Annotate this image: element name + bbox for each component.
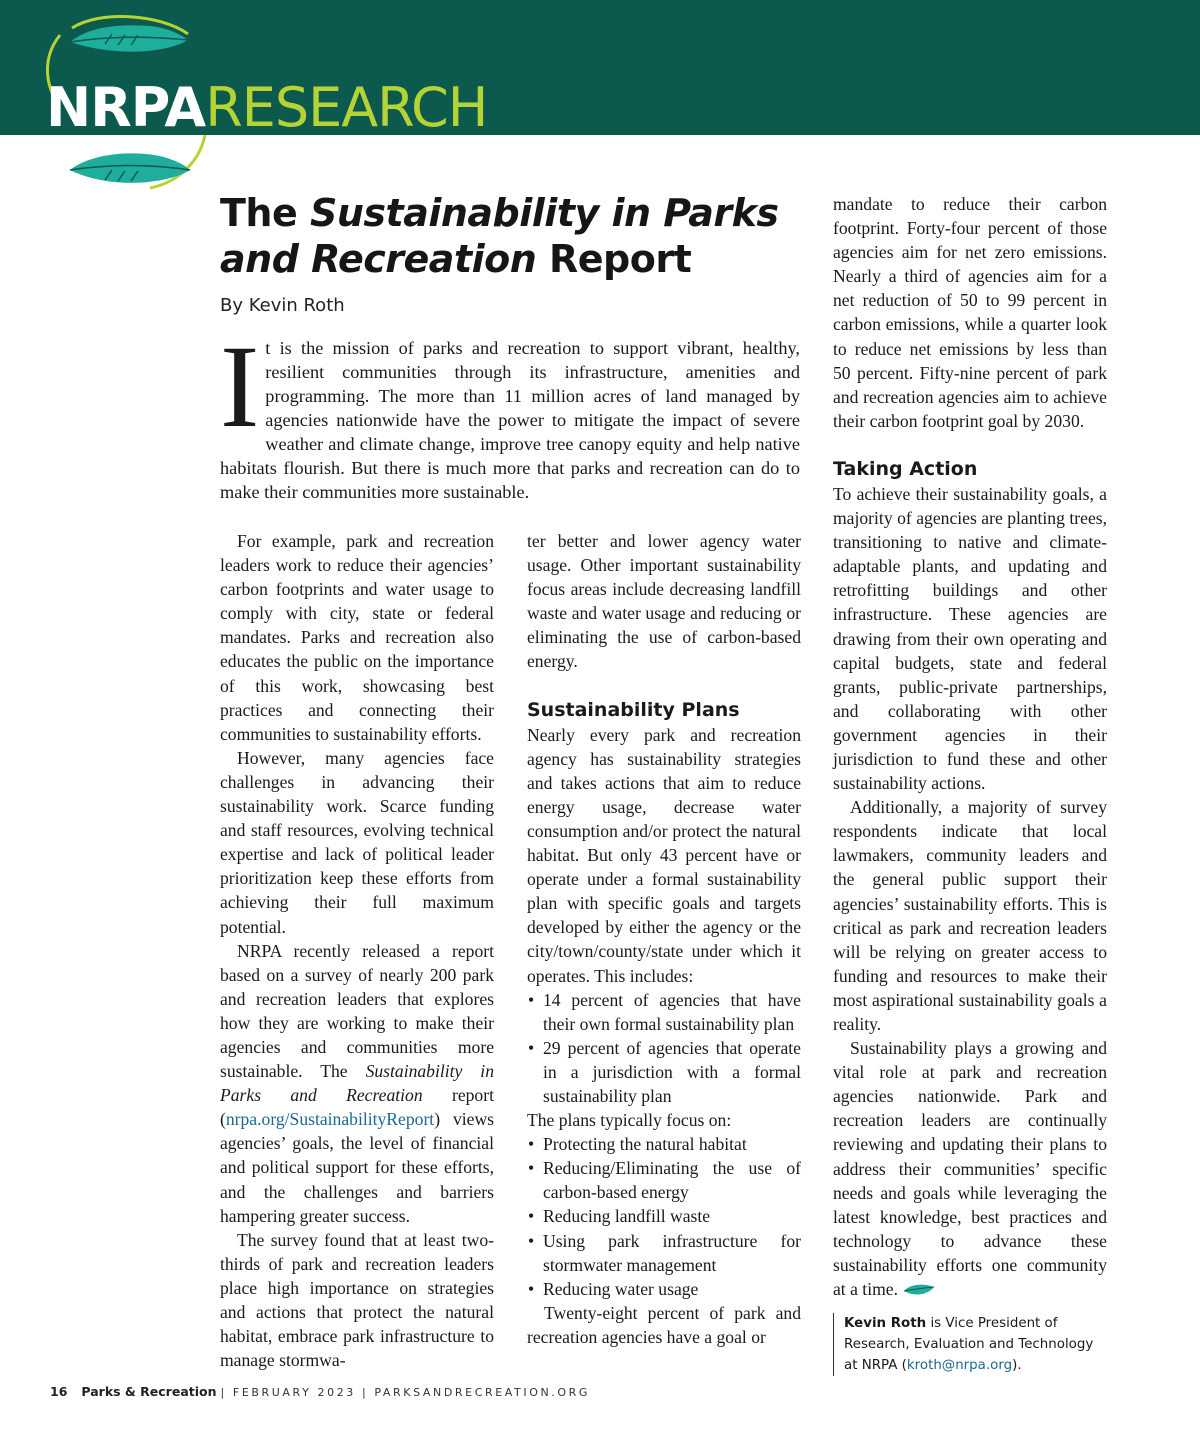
- byline: By Kevin Roth: [220, 295, 345, 316]
- title-italic: Sustainability in Parks and Recreation: [220, 191, 779, 281]
- paragraph: For example, park and recreation leaders work to reduce their agencies’ carbon footprints and water usage to comply with city, state or federal mandates. Parks and recreation also educates the public on the importance of this work, showcasing best practices and connecting their communities to sustainability efforts.: [220, 531, 494, 744]
- paragraph: Nearly every park and recreation agency has sustainability strategies and takes actions that aim to reduce energy usage, decrease water consumption and/or protect the natural habitat. But only 43 percent have or operate under a formal sustainability plan with specific goals and targets developed by either the agency or the city/town/county/state under which it operates. This includes:: [527, 724, 801, 986]
- paragraph: ter better and lower agency water usage. Other important sustainability focus areas include decreasing landfill waste and water usage and reducing or eliminating the use of carbon-based energy.: [527, 531, 801, 672]
- text-span: NRPA recently released a report based on a survey of nearly 200 park and recreation leaders that explores how they are working to make their agencies and communities more sustainable. The: [220, 940, 494, 1082]
- magazine-name: Parks & Recreation: [81, 1384, 217, 1399]
- text-span: Sustainability plays a growing and vital role at park and recreation agencies nationwide. Park and recreation leaders are continually reviewing and updating their plans to address their communities’ specific needs and goals while leveraging the latest knowledge, best practices and technology to advance these sustainability efforts one community at a time.: [833, 1038, 1107, 1300]
- list-item: • Reducing water usage: [527, 1277, 801, 1301]
- title-post: Report: [536, 237, 692, 281]
- issue-info: | FEBRUARY 2023 | PARKSANDRECREATION.ORG: [220, 1386, 591, 1399]
- section-heading-taking-action: Taking Action: [833, 457, 978, 480]
- title-pre: The: [220, 191, 310, 235]
- paragraph: mandate to reduce their carbon footprint. Forty-four percent of those agencies aim for net zero emissions. Nearly a third of agencies aim for a net reduction of 50 to 99 percent in carbon emissions, while a quarter look to reduce net emissions by less than 50 percent. Fifty-nine percent of park and recreation agencies aim to achieve their carbon footprint goal by 2030.: [833, 194, 1107, 431]
- paragraph: The survey found that at least two-thirds of park and recreation leaders place high importance on strategies and actions that protect the natural habitat, embrace park infrastructure to manage stormwa-: [220, 1229, 494, 1371]
- report-link[interactable]: nrpa.org/SustainabilityReport: [225, 1109, 435, 1130]
- brand-light: RESEARCH: [205, 76, 488, 139]
- list-item: • 29 percent of agencies that operate in a jurisdiction with a formal sustainability plan: [527, 1036, 801, 1108]
- drop-cap: I: [220, 321, 260, 452]
- text-span: report (: [220, 1085, 494, 1130]
- paragraph: The plans typically focus on:: [527, 1110, 732, 1131]
- paragraph: However, many agencies face challenges in advancing their sustainability work. Scarce funding and staff resources, evolving technical expertise and lack of political leader prioritization keep these efforts from achieving their full maximum potential.: [220, 747, 494, 937]
- page-number: 16: [50, 1384, 68, 1399]
- brand-bold: NRPA: [46, 76, 206, 139]
- list-item: • 14 percent of agencies that have their own formal sustainability plan: [527, 988, 801, 1036]
- bullet-list: [527, 988, 801, 1108]
- paragraph: Additionally, a majority of survey respondents indicate that local lawmakers, community leaders and the general public support their agencies’ sustainability efforts. This is critical as park and recreation leaders will be relying on greater access to funding and resources to make their most aspirational sustainability goals a reality.: [833, 797, 1107, 1034]
- bio-text: is Vice President of Research, Evaluation and Technology at NRPA (: [844, 1316, 1094, 1374]
- page-footer: [50, 1384, 590, 1399]
- list-item: • Protecting the natural habitat: [527, 1132, 801, 1156]
- list-item: • Reducing/Eliminating the use of carbon-based energy: [527, 1156, 801, 1204]
- intro-paragraph: [220, 321, 800, 504]
- paragraph: Twenty-eight percent of park and recreation agencies have a goal or: [527, 1302, 801, 1347]
- intro-text: t is the mission of parks and recreation to support vibrant, healthy, resilient communities through its infrastructure, amenities and programming. The more than 11 million acres of land managed by agencies nationwide have the power to mitigate the impact of severe weather and climate change, improve tree canopy equity and help native habitats flourish. But there is much more that parks and recreation can do to make their communities more sustainable.: [220, 338, 800, 502]
- article-title: [220, 190, 800, 282]
- leaf-end-icon: [902, 1283, 936, 1297]
- bullet-list: [527, 1132, 801, 1301]
- nrpa-research-logo: [46, 78, 487, 138]
- author-bio: [833, 1313, 1107, 1376]
- text-span: ) views agencies’ goals, the level of financial and political support for these efforts, and the challenges and barriers hampering greater success.: [220, 1109, 494, 1226]
- paragraph: To achieve their sustainability goals, a majority of agencies are planting trees, transitioning to native and climate-adaptable plants, and updating and retrofitting buildings and other infrastructure. These agencies are drawing from their own operating and capital budgets, state and federal grants, public-private partnerships, and collaborating with other government agencies in their jurisdiction to fund these and other sustainability actions.: [833, 483, 1107, 794]
- paragraph: [833, 1036, 1107, 1301]
- list-item: • Using park infrastructure for stormwater management: [527, 1229, 801, 1277]
- report-title-italic: Sustainability in Parks and Recreation: [220, 1061, 494, 1106]
- list-item: • Reducing landfill waste: [527, 1204, 801, 1228]
- column-3: [833, 192, 1107, 1376]
- column-1: [220, 529, 494, 1372]
- column-2: [527, 529, 801, 1349]
- paragraph: [220, 939, 494, 1228]
- section-heading-sustainability-plans: Sustainability Plans: [527, 698, 740, 721]
- author-email-link[interactable]: kroth@nrpa.org: [906, 1358, 1013, 1374]
- author-name: Kevin Roth: [844, 1316, 927, 1332]
- bio-end: ).: [1012, 1358, 1022, 1374]
